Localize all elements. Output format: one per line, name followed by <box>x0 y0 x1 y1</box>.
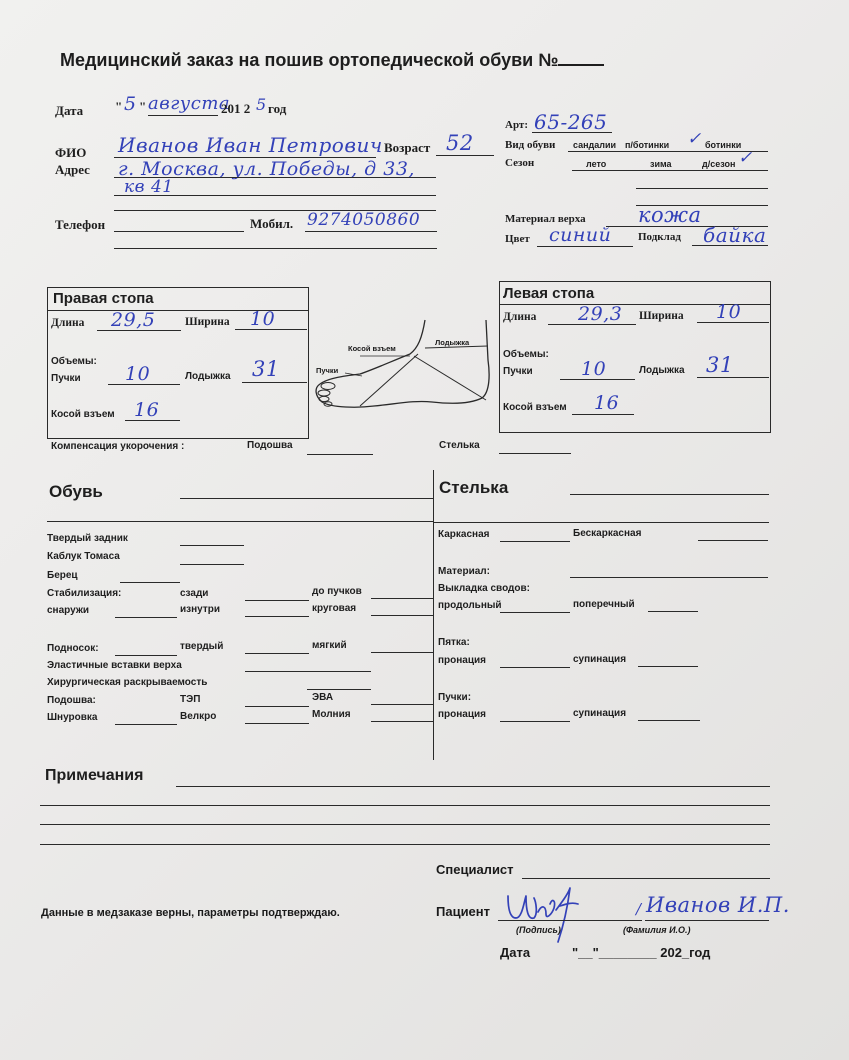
heel-pronation-label: пронация <box>438 655 486 666</box>
left-ankle-label: Лодыжка <box>639 365 685 376</box>
heel-pronation-line[interactable] <box>500 667 570 668</box>
shoe-blank-line <box>47 521 433 522</box>
compensation-sole-label: Подошва <box>247 440 293 451</box>
surgical-opening-line[interactable] <box>307 689 371 690</box>
frame-label: Каркасная <box>438 529 490 540</box>
color-value[interactable]: синий <box>549 224 612 246</box>
name-slash: / <box>636 900 642 918</box>
phone-line2 <box>114 248 437 249</box>
date-quote-open: " <box>115 99 123 114</box>
notes-line-1[interactable] <box>176 786 770 787</box>
foot-outline <box>316 320 489 407</box>
thomas-heel-line[interactable] <box>180 564 244 565</box>
stab-to-bundles-line[interactable] <box>371 598 433 599</box>
age-line <box>436 155 494 156</box>
form-title <box>60 50 604 71</box>
right-bundles-label: Пучки <box>51 373 81 384</box>
notes-label: Примечания <box>45 767 144 784</box>
toe-hard-label: твердый <box>180 641 224 652</box>
sole-tep-label: ТЭП <box>180 694 201 705</box>
longitudinal-label: продольный <box>438 600 502 611</box>
lining-label: Подклад <box>638 231 681 243</box>
footer-date-blank[interactable]: "__"________ 202_год <box>572 945 711 960</box>
left-bundles-line <box>560 379 635 380</box>
left-width-label: Ширина <box>639 310 684 322</box>
left-instep-label: Косой взъем <box>503 402 567 413</box>
stab-back-label: сзади <box>180 588 209 599</box>
frameless-label: Бескаркасная <box>573 528 642 539</box>
berets-label: Берец <box>47 570 78 581</box>
stab-back-line[interactable] <box>245 600 309 601</box>
shoe-section-title: Обувь <box>49 482 103 501</box>
notes-line-4[interactable] <box>40 844 770 845</box>
compensation-sole-line <box>307 454 373 455</box>
left-width-value[interactable]: 10 <box>716 301 742 323</box>
season-winter[interactable]: зима <box>650 159 672 169</box>
bundles-supination-label: супинация <box>573 708 627 719</box>
toe-cap-line[interactable] <box>115 655 177 656</box>
specialist-line[interactable] <box>522 878 770 879</box>
right-ankle-value[interactable]: 31 <box>252 357 280 381</box>
lining-value[interactable]: байка <box>703 223 767 247</box>
right-width-line <box>235 329 307 330</box>
season-summer[interactable]: лето <box>586 159 607 169</box>
date-year-prefix: 201 2 <box>221 101 251 116</box>
address-line1-value[interactable]: г. Москва, ул. Победы, д 33, <box>118 158 415 180</box>
toe-hard-line[interactable] <box>245 653 309 654</box>
arch-layout-label: Выкладка сводов: <box>438 583 530 594</box>
lining-line <box>692 245 768 246</box>
hard-heel-label: Твердый задник <box>47 533 128 544</box>
right-foot-title: Правая стопа <box>53 290 154 307</box>
address-line2-value[interactable]: кв 41 <box>124 177 174 197</box>
mobile-value[interactable]: 9274050860 <box>307 210 421 230</box>
shoe-type-low-boots[interactable]: п/ботинки <box>625 140 670 150</box>
left-volumes-label: Объемы: <box>503 349 549 360</box>
left-bundles-label: Пучки <box>503 366 533 377</box>
upper-material-value[interactable]: кожа <box>638 203 702 227</box>
date-label: Дата <box>55 103 84 118</box>
right-volumes-label: Объемы: <box>51 356 97 367</box>
right-instep-label: Косой взъем <box>51 409 115 420</box>
shoe-type-sandals[interactable]: сандалии <box>573 140 617 150</box>
sole-eva-label: ЭВА <box>312 692 334 703</box>
lacing-label: Шнуровка <box>47 712 98 723</box>
left-length-label: Длина <box>503 311 537 323</box>
patient-name-value[interactable]: Иванов И.П. <box>646 893 790 917</box>
diagram-bundles-label: Пучки <box>316 366 339 375</box>
diagram-instep-label: Косой взъем <box>348 344 396 353</box>
signature-caption: (Подпись) <box>516 925 561 935</box>
zipper-line[interactable] <box>371 721 433 722</box>
season-demi[interactable]: д/сезон <box>702 159 736 169</box>
right-ankle-line <box>242 382 307 383</box>
bundles-pronation-line[interactable] <box>500 721 570 722</box>
left-bundles-value[interactable]: 10 <box>581 358 607 380</box>
berets-line[interactable] <box>120 582 180 583</box>
left-length-value[interactable]: 29,3 <box>578 303 623 325</box>
bundles-line <box>360 354 418 406</box>
toe-soft-line[interactable] <box>371 652 433 653</box>
fio-label: ФИО <box>55 145 87 160</box>
hard-heel-line[interactable] <box>180 545 244 546</box>
phone-line <box>114 231 244 232</box>
stabilization-label: Стабилизация: <box>47 588 122 599</box>
thomas-heel-label: Каблук Томаса <box>47 551 120 562</box>
mobile-line <box>305 231 437 232</box>
zipper-label: Молния <box>312 709 351 720</box>
stab-inside-line[interactable] <box>245 616 309 617</box>
left-ankle-value[interactable]: 31 <box>706 353 734 377</box>
name-caption: (Фамилия И.О.) <box>623 925 691 935</box>
compensation-insole-label: Стелька <box>439 440 480 451</box>
date-month-value[interactable]: августа <box>148 93 231 114</box>
patient-signature[interactable] <box>502 884 592 946</box>
frame-line[interactable] <box>500 541 570 542</box>
stab-inside-label: изнутри <box>180 604 220 615</box>
section-divider <box>433 470 434 760</box>
address-label: Адрес <box>55 162 90 177</box>
season-label: Сезон <box>505 157 535 169</box>
date-day-value[interactable]: 5 <box>124 93 137 115</box>
confirm-text: Данные в медзаказе верны, параметры подтверждаю. <box>41 907 340 919</box>
right-bundles-value[interactable]: 10 <box>125 363 151 385</box>
diagram-ankle-label: Лодыжка <box>435 338 470 347</box>
toe-soft-label: мягкий <box>312 640 347 651</box>
art-label: Арт: <box>505 119 528 131</box>
heel-supination-label: супинация <box>573 654 627 665</box>
footer-date-label: Дата <box>500 945 531 960</box>
compensation-label: Компенсация укорочения : <box>51 441 185 452</box>
season-line <box>572 170 768 171</box>
right-length-line <box>97 330 181 331</box>
sole-eva-line[interactable] <box>371 704 433 705</box>
color-line <box>537 246 633 247</box>
notes-line-2[interactable] <box>40 805 770 806</box>
date-quote-close: " <box>139 99 147 114</box>
right-instep-value[interactable]: 16 <box>134 399 160 421</box>
material-label: Материал: <box>438 566 490 577</box>
shoe-title-line <box>180 498 433 499</box>
stab-outside-label: снаружи <box>47 605 90 616</box>
shoe-type-boots[interactable]: ботинки <box>705 140 742 150</box>
notes-line-3[interactable] <box>40 824 770 825</box>
heel-label: Пятка: <box>438 637 470 648</box>
right-length-value[interactable]: 29,5 <box>111 309 156 331</box>
elastic-inserts-label: Эластичные вставки верха <box>47 660 182 671</box>
shoe-type-check: ✓ <box>687 129 702 149</box>
sole-label: Подошва: <box>47 695 96 706</box>
right-length-label: Длина <box>51 317 85 329</box>
bundles-pronation-label: пронация <box>438 709 486 720</box>
elastic-inserts-line[interactable] <box>245 671 371 672</box>
right-width-value[interactable]: 10 <box>250 308 276 330</box>
compensation-insole-line <box>499 453 571 454</box>
transverse-label: поперечный <box>573 599 635 610</box>
toe-1 <box>321 383 335 390</box>
velcro-line[interactable] <box>245 723 309 724</box>
toe-cap-label: Подносок: <box>47 643 99 654</box>
toe-2 <box>318 390 330 396</box>
stab-to-bundles-label: до пучков <box>312 586 362 597</box>
specialist-label: Специалист <box>436 862 514 877</box>
header-blank-line1 <box>636 188 768 189</box>
art-value[interactable]: 65-265 <box>534 110 608 134</box>
bundles-supination-line[interactable] <box>638 720 700 721</box>
mobile-label: Мобил. <box>250 216 294 231</box>
age-value[interactable]: 52 <box>446 131 474 155</box>
stab-circular-line[interactable] <box>371 615 433 616</box>
date-month-line <box>148 115 218 116</box>
insole-title-line <box>570 494 769 495</box>
left-width-line <box>697 322 769 323</box>
right-ankle-label: Лодыжка <box>185 371 231 382</box>
velcro-label: Велкро <box>180 711 217 722</box>
form-title-text: Медицинский заказ на пошив ортопедической обуви № <box>60 50 559 70</box>
right-width-label: Ширина <box>185 316 230 328</box>
right-instep-line <box>125 420 180 421</box>
signature-line <box>498 920 642 921</box>
transverse-line[interactable] <box>648 611 698 612</box>
left-ankle-line <box>697 377 769 378</box>
season-check: ✓ <box>738 148 753 168</box>
art-line <box>532 132 612 133</box>
upper-material-label: Материал верха <box>505 213 586 225</box>
stab-outside-line[interactable] <box>115 617 177 618</box>
toe-3 <box>319 396 329 401</box>
date-year-suffix: год <box>268 101 287 116</box>
stab-circular-label: круговая <box>312 603 357 614</box>
patient-label: Пациент <box>436 904 491 919</box>
right-bundles-line <box>108 384 180 385</box>
age-label: Возраст <box>384 140 431 155</box>
surgical-opening-label: Хирургическая раскрываемость <box>47 677 208 688</box>
left-instep-line <box>572 414 634 415</box>
instep-line <box>414 356 486 400</box>
left-foot-title: Левая стопа <box>503 285 595 302</box>
longitudinal-line[interactable] <box>500 612 570 613</box>
phone-label: Телефон <box>55 217 106 232</box>
name-line <box>645 920 769 921</box>
lacing-line[interactable] <box>115 724 177 725</box>
fio-value[interactable]: Иванов Иван Петрович <box>118 133 383 157</box>
insole-blank-line <box>433 522 769 523</box>
date-year-digit[interactable]: 5 <box>256 95 267 114</box>
left-length-line <box>548 324 636 325</box>
frameless-line[interactable] <box>698 540 768 541</box>
address-line2 <box>114 195 436 196</box>
heel-supination-line[interactable] <box>638 666 698 667</box>
insole-section-title: Стелька <box>439 478 509 497</box>
foot-diagram <box>310 318 500 418</box>
sole-tep-line[interactable] <box>245 706 309 707</box>
shoe-type-label: Вид обуви <box>505 139 556 151</box>
material-line[interactable] <box>570 577 768 578</box>
order-number-blank <box>558 50 604 66</box>
color-label: Цвет <box>505 233 530 245</box>
bundles-label: Пучки: <box>438 692 472 703</box>
left-instep-value[interactable]: 16 <box>594 392 620 414</box>
